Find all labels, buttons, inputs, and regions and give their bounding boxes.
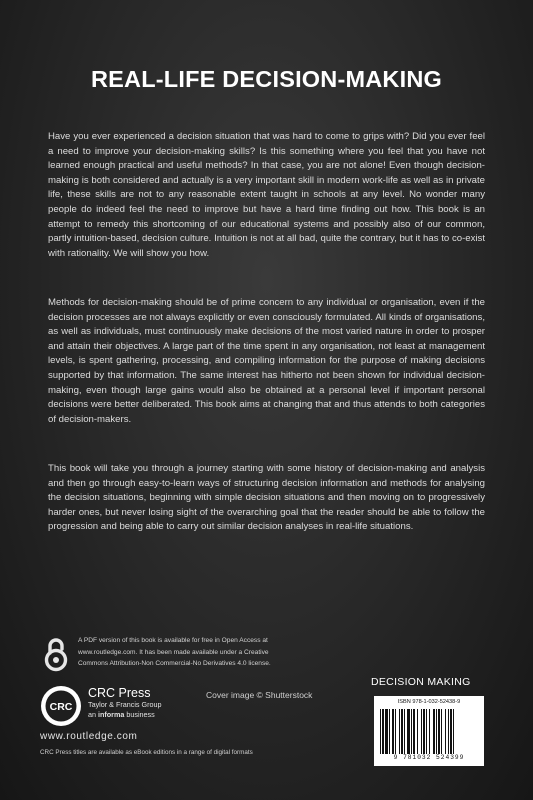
barcode-bar bbox=[441, 709, 442, 754]
ebook-note: CRC Press titles are available as eBook editions in a range of digital formats bbox=[40, 749, 253, 756]
isbn-barcode bbox=[374, 696, 484, 766]
barcode-bar bbox=[438, 709, 440, 754]
barcode-bar bbox=[407, 709, 410, 754]
book-title: REAL-LIFE DECISION-MAKING bbox=[91, 66, 442, 92]
open-access-line: www.routledge.com. It has been made available under a Creative bbox=[78, 648, 269, 656]
barcode-bar bbox=[453, 709, 454, 754]
blurb-paragraph-2: Methods for decision-making should be of prime concern to any individual or organisation, even if the decision processes are not always explicitly or even consciously formulated. All kinds of organisations, as well as individuals, must continuously make decisions of the most varied nature in order to prosper and attain their objectives. A large part of the time spent in any organisation, not least at management levels, is spent gathering, processing, and compiling information for the purpose of making decisions supported by that information. The same interest has hitherto not been shown for individual decision-making, even though large gains would also be obtained at a personal level if important personal decisions were better deliberated. This book aims at changing that and thus attends to both categories of decision-makers. bbox=[48, 297, 485, 425]
barcode-bar bbox=[417, 709, 418, 754]
subject-category: DECISION MAKING bbox=[371, 676, 471, 688]
barcode-bar bbox=[450, 709, 452, 754]
blurb-paragraph-3: This book will take you through a journey starting with some history of decision-making and analysis and then go through easy-to-learn ways of structuring decision information and methods for analysing the decision situations, beginning with simple decision situations and then moving on to progressively harder ones, but never losing sight of the overarching goal that the reader should be able to follow the progression and being able to carry out similar decision analyses in real-life situations. bbox=[48, 463, 485, 533]
barcode-bar bbox=[426, 709, 427, 754]
cover-image-credit: Cover image © Shutterstock bbox=[206, 690, 313, 700]
publisher-url: www.routledge.com bbox=[40, 731, 138, 742]
open-access-lock-icon bbox=[40, 636, 72, 672]
barcode-bar bbox=[392, 709, 394, 754]
barcode-bar bbox=[401, 709, 403, 754]
barcode-bar bbox=[395, 709, 396, 754]
open-access-line: A PDF version of this book is available for free in Open Access at bbox=[78, 637, 268, 644]
barcode-bar bbox=[436, 709, 437, 754]
publisher-brand bbox=[88, 686, 162, 719]
barcode-bar bbox=[399, 709, 400, 754]
barcode-bar bbox=[385, 709, 388, 754]
barcode-bar bbox=[413, 709, 415, 754]
barcode-digits: 9 781032 524399 bbox=[393, 754, 465, 761]
barcode-bar bbox=[429, 709, 430, 754]
barcode-bar bbox=[382, 709, 384, 754]
isbn-text: ISBN 978-1-032-52438-9 bbox=[397, 699, 461, 705]
barcode-bars bbox=[380, 709, 478, 754]
publisher-name: CRC Press bbox=[88, 686, 151, 700]
blurb-paragraph-1: Have you ever experienced a decision situation that was hard to come to grips with? Did you ever feel a need to improve your decision-making skills? Is this something where you feel that you have not learned enough practical and useful methods? In that case, you are not alone! Even though decision-making is both considered and actually is a very important skill in modern work-life as well as in private life, these skills are not to any reasonable extent taught in schools at any level. No wonder many people do indeed feel the need to improve but have a hard time finding out how. This book is an attempt to remedy this shortcoming of our educational systems and possibly also of our common, partly intuition-based, decision culture. Intuition is not at all bad, quite the contrary, but it has to co-exist with rationality. We will show you how. bbox=[48, 131, 485, 259]
publisher-group: Taylor & Francis Group bbox=[88, 700, 162, 709]
barcode-bar bbox=[445, 709, 446, 754]
barcode-bar bbox=[411, 709, 412, 754]
crc-logo-text: CRC bbox=[49, 701, 73, 713]
crc-press-logo bbox=[40, 685, 82, 727]
barcode-bar bbox=[421, 709, 422, 754]
barcode-bar bbox=[389, 709, 390, 754]
barcode-bar bbox=[380, 709, 381, 754]
barcode-bar bbox=[433, 709, 435, 754]
open-access-notice bbox=[78, 635, 378, 670]
barcode-bar bbox=[423, 709, 425, 754]
barcode-bar bbox=[404, 709, 405, 754]
barcode-bar bbox=[448, 709, 449, 754]
publisher-informa-line: an informa business bbox=[88, 709, 155, 719]
open-access-line: Commons Attribution-Non Commercial-No Derivatives 4.0 license. bbox=[78, 660, 271, 667]
